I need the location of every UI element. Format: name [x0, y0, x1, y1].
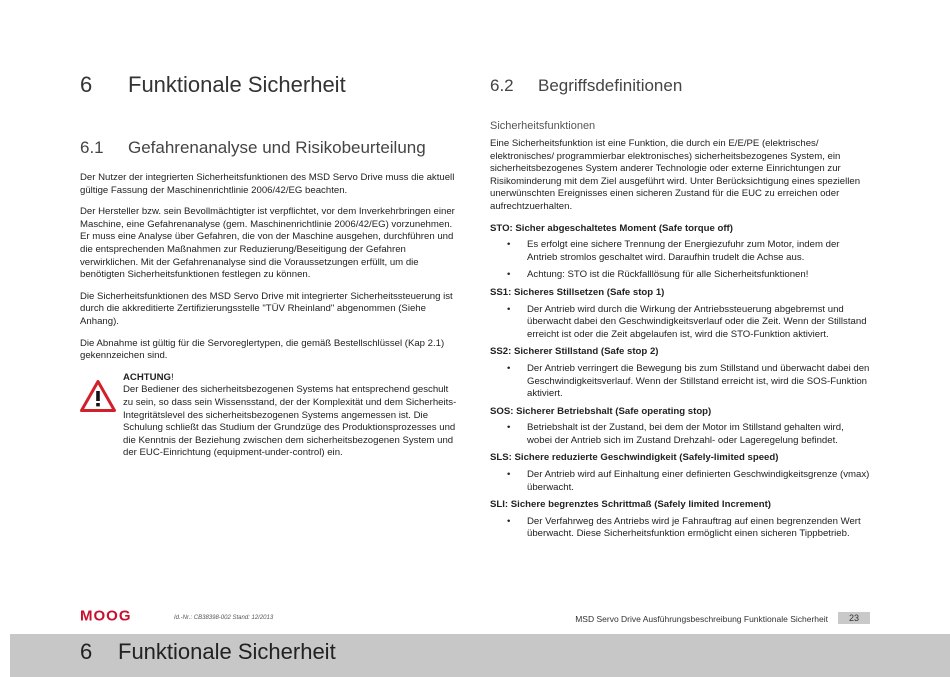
definition-block — [490, 406, 870, 448]
definition-term: SOS: Sicherer Betriebshalt (Safe operating stop) — [490, 405, 712, 417]
section-heading-6-1 — [80, 138, 460, 158]
definition-term: SS1: Sicheres Stillsetzen (Safe stop 1) — [490, 286, 665, 298]
section-body — [80, 172, 460, 363]
list-item: • Der Antrieb wird auf Einhaltung einer definierten Geschwindigkeitsgrenze (vmax) überwacht. — [507, 469, 870, 493]
svg-text:MOOG: MOOG — [80, 608, 132, 622]
list-item: • Achtung: STO ist die Rückfalllösung für alle Sicherheitsfunktionen! — [507, 269, 809, 281]
definition-term: SLS: Sichere reduzierte Geschwindigkeit (Safely-limited speed) — [490, 452, 779, 464]
section-title: Begriffsdefinitionen — [538, 76, 683, 95]
warning-title: ACHTUNG! — [123, 371, 174, 383]
paragraph: Der Nutzer der integrierten Sicherheitsfunktionen des MSD Servo Drive muss die aktuell gültige Fassung der Maschinenrichtlinie 2006/42/EG beachten. — [80, 172, 455, 196]
list-item: • Der Antrieb wird durch die Wirkung der Antriebssteuerung abgebremst und überwacht dabei den Geschwindigkeitsverlauf oder die Zeit. Wenn der Stillstand erreicht ist oder die Zeit abgelaufen ist, wird die STO-Funktion aktiviert. — [507, 303, 867, 340]
left-column — [80, 72, 460, 469]
definition-term: STO: Sicher abgeschaltetes Moment (Safe torque off) — [490, 222, 733, 234]
chapter-heading — [80, 72, 460, 98]
list-item: • Es erfolgt eine sichere Trennung der Energiezufuhr zum Motor, indem der Antrieb stromlos geschaltet wird. Daraufhin trudelt die Achse aus. — [507, 239, 840, 263]
definition-block — [490, 223, 870, 282]
page-number: 23 — [838, 612, 870, 624]
chapter-band — [10, 634, 950, 677]
paragraph: Die Abnahme ist gültig für die Servoreglertypen, die gemäß Bestellschlüssel (Kap 2.1) gekennzeichen sind. — [80, 337, 445, 362]
section-number: 6.2 — [490, 76, 514, 95]
definition-block — [490, 499, 870, 541]
document-id: Id.-Nr.: CB38398-002 Stand: 12/2013 — [174, 615, 274, 621]
moog-logo — [80, 608, 158, 622]
chapter-title: Funktionale Sicherheit — [128, 72, 346, 97]
paragraph: Die Sicherheitsfunktionen des MSD Servo Drive mit integrierter Sicherheitssteuerung ist durch die akkreditierte Zertifizierungsstelle "TÜV Rheinland" abgenommen (Siehe Anhang). — [80, 290, 453, 327]
band-chapter-title: Funktionale Sicherheit — [118, 639, 336, 664]
document-title: MSD Servo Drive Ausführungsbeschreibung Funktionale Sicherheit — [575, 614, 828, 624]
definition-block — [490, 346, 870, 400]
warning-text: Der Bediener des sicherheitsbezogenen Systems hat entsprechend geschult zu sein, so dass sein Wissensstand, der der Komplexität und dem Sicherheits-Integritätslevel des sicherheitsbezogenen Systems angemessen ist. Die Schulung schließt das Studium der Grundzüge des Produktionsprozesses und die Kenntnis der Beziehung zwischen dem sicherheitsbezogenen System und der EUC-Einrichtung (equipment-under-control) ein. — [123, 384, 457, 459]
definition-term: SS2: Sicherer Stillstand (Safe stop 2) — [490, 346, 659, 358]
definition-term: SLI: Sichere begrenztes Schrittmaß (Safely limited Increment) — [490, 499, 771, 511]
warning-triangle-icon — [80, 372, 120, 469]
list-item: • Der Verfahrweg des Antriebs wird je Fahrauftrag auf einen begrenzenden Wert überwacht. Diese Sicherheitsfunktion ermöglicht einen sicheren Tippbetrieb. — [507, 515, 861, 540]
section-heading-6-2 — [490, 76, 870, 96]
section-number: 6.1 — [80, 138, 104, 157]
section-title: Gefahrenanalyse und Risikobeurteilung — [128, 138, 426, 157]
definition-block — [490, 452, 870, 494]
definition-block — [490, 287, 870, 341]
page-footer — [80, 606, 870, 626]
list-item: • Der Antrieb verringert die Bewegung bis zum Stillstand und überwacht dabei den Geschwindigkeitsverlauf. Wenn der Stillstand erreicht ist, wird die SOS-Funktion aktiviert. — [507, 362, 870, 400]
chapter-number: 6 — [80, 72, 93, 97]
band-chapter-number: 6 — [80, 639, 93, 664]
right-column — [490, 72, 870, 546]
warning-box — [80, 372, 460, 469]
paragraph: Der Hersteller bzw. sein Bevollmächtigter ist verpflichtet, vor dem Inverkehrbringen einer Maschine, eine Gefahrenanalyse (gem. Maschinenrichtlinie 2006/42/EG) vorzunehmen. Er muss eine Analyse über Gefahren, die von der Maschine ausgehen, durchführen und die entsprechenden Maßnahmen zur Reduzierung/Beseitigung der Gefahren verwirklichen. Mit der Gefahrenanalyse sind die Voraussetzungen erfüllt, um die benötigten Sicherheitsfunktionen festlegen zu können. — [80, 206, 455, 281]
intro-paragraph: Eine Sicherheitsfunktion ist eine Funktion, die durch ein E/E/PE (elektrisches/ elektronisches/ programmierbar elektronisches) sicherheitsbezogenes System, ein sicherheitsbezogenes System anderer Technologie oder externe Einrichtungen zur Risikominderung mit dem Ziel ausgeführt wird. Unter Berücksichtigung eines speziellen unerwünschten Ereignisses einen sicheren Zustand für die EUC zu erreichen oder aufrechtzuerhalten. — [490, 138, 861, 212]
list-item: • Betriebshalt ist der Zustand, bei dem der Motor im Stillstand gehalten wird, wobei der Antrieb sich im Zustand Drehzahl- oder Lageregelung befindet. — [507, 422, 844, 446]
warning-content — [123, 372, 460, 469]
subheading: Sicherheitsfunktionen — [490, 120, 596, 132]
